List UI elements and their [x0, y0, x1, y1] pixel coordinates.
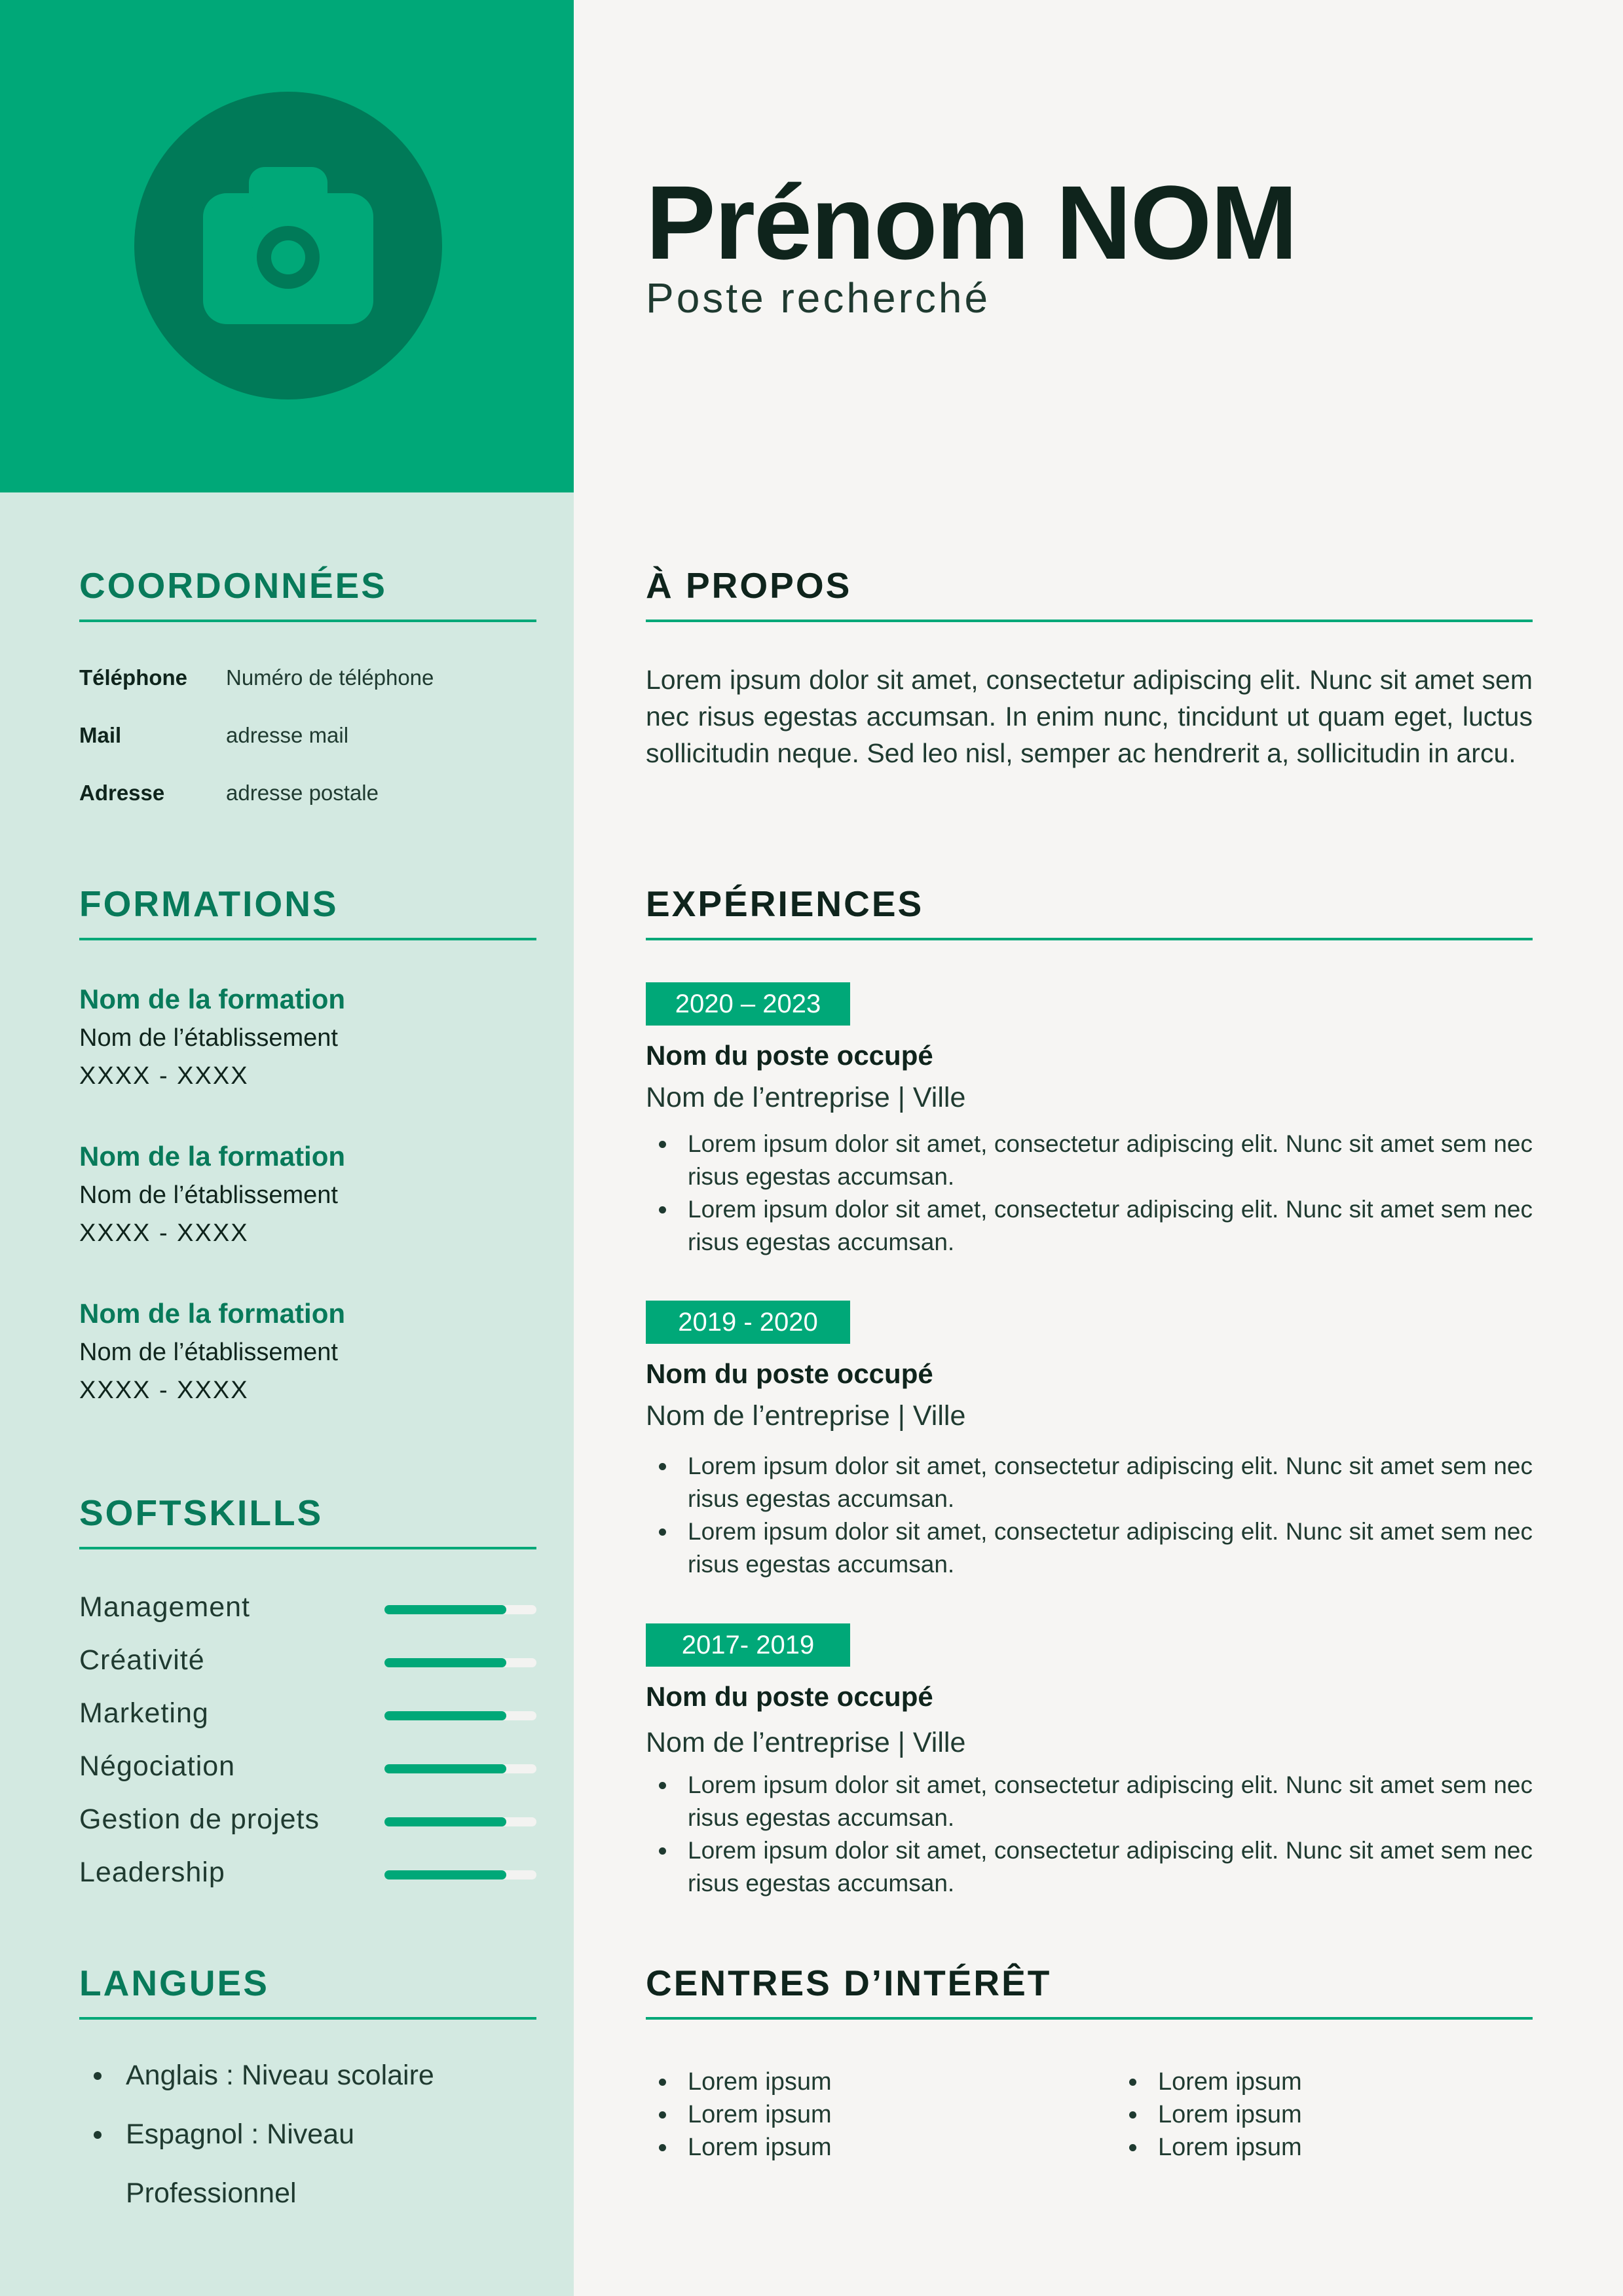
experience-bullets: [646, 1769, 1533, 1900]
interest-item: Lorem ipsum: [1116, 2098, 1509, 2131]
skill-bar-fill: [384, 1764, 506, 1773]
skill-label: Management: [79, 1591, 250, 1623]
skill-label: Marketing: [79, 1697, 209, 1729]
interests-list-right: [1116, 2065, 1509, 2164]
skill-bar: [384, 1870, 536, 1879]
skill-bar-fill: [384, 1711, 506, 1720]
experience-bullet: Lorem ipsum dolor sit amet, consectetur adipiscing elit. Nunc sit amet sem nec risus egestas accumsan.: [646, 1834, 1533, 1900]
formation-years: XXXX - XXXX: [79, 1377, 249, 1404]
skill-bar: [384, 1764, 536, 1773]
langues-section: [79, 1962, 536, 2223]
contact-section: [79, 565, 536, 819]
contact-title: COORDONNÉES: [79, 565, 387, 606]
skill-bar: [384, 1605, 536, 1614]
mail-value[interactable]: adresse mail: [226, 723, 349, 747]
skill-row: [79, 1640, 536, 1680]
sidebar: [0, 0, 574, 2296]
interest-item: Lorem ipsum: [1116, 2131, 1509, 2164]
experience-bullet: Lorem ipsum dolor sit amet, consectetur adipiscing elit. Nunc sit amet sem nec risus egestas accumsan.: [646, 1515, 1533, 1581]
address-value: adresse postale: [226, 781, 379, 805]
profile-photo-placeholder[interactable]: [134, 92, 442, 399]
experience-bullet: Lorem ipsum dolor sit amet, consectetur adipiscing elit. Nunc sit amet sem nec risus egestas accumsan.: [646, 1450, 1533, 1515]
experience-bullet: Lorem ipsum dolor sit amet, consectetur adipiscing elit. Nunc sit amet sem nec risus egestas accumsan.: [646, 1128, 1533, 1193]
langues-divider: [79, 2017, 536, 2020]
experience-company: Nom de l’entreprise | Ville: [646, 1727, 966, 1758]
skill-bar-fill: [384, 1870, 506, 1879]
skill-bar: [384, 1711, 536, 1720]
formation-item: [79, 1294, 536, 1409]
skill-bar-fill: [384, 1605, 506, 1614]
formation-school: Nom de l’établissement: [79, 1181, 338, 1209]
skill-bar-fill: [384, 1658, 506, 1667]
skill-bar: [384, 1658, 536, 1667]
experience-bullet: Lorem ipsum dolor sit amet, consectetur adipiscing elit. Nunc sit amet sem nec risus egestas accumsan.: [646, 1769, 1533, 1834]
photo-block: [0, 0, 574, 492]
interests-divider: [646, 2017, 1533, 2020]
camera-icon: [203, 167, 373, 324]
softskills-section: [79, 1492, 536, 1888]
skill-bar: [384, 1817, 536, 1826]
formation-item: [79, 1137, 536, 1252]
formation-years: XXXX - XXXX: [79, 1219, 249, 1247]
contact-row-address: [79, 777, 536, 809]
skill-label: Négociation: [79, 1750, 236, 1782]
formation-years: XXXX - XXXX: [79, 1062, 249, 1090]
interests-section: [646, 1962, 1533, 2170]
interest-item: Lorem ipsum: [1116, 2065, 1509, 2098]
experience-company: Nom de l’entreprise | Ville: [646, 1082, 966, 1113]
skill-row: [79, 1694, 536, 1733]
langue-item: Espagnol : Niveau Professionnel: [79, 2105, 536, 2223]
interests-title: CENTRES D’INTÉRÊT: [646, 1963, 1052, 2003]
phone-value[interactable]: Numéro de téléphone: [226, 665, 434, 690]
formation-item: [79, 980, 536, 1095]
experience-bullets: [646, 1128, 1533, 1259]
formation-name: Nom de la formation: [79, 1298, 346, 1329]
formations-title: FORMATIONS: [79, 883, 339, 924]
skill-label: Gestion de projets: [79, 1804, 320, 1835]
interest-item: Lorem ipsum: [646, 2131, 1039, 2164]
langue-item: Anglais : Niveau scolaire: [79, 2046, 536, 2105]
job-title: Poste recherché: [646, 274, 991, 322]
formations-section: [79, 883, 536, 1438]
contact-row-mail: [79, 719, 536, 752]
experience-role: Nom du poste occupé: [646, 1681, 933, 1712]
langues-title: LANGUES: [79, 1963, 269, 2003]
experiences-title: EXPÉRIENCES: [646, 883, 924, 924]
formation-name: Nom de la formation: [79, 984, 346, 1014]
experience-years-badge: 2019 - 2020: [646, 1301, 850, 1344]
phone-label: Téléphone: [79, 665, 188, 690]
experience-bullet: Lorem ipsum dolor sit amet, consectetur adipiscing elit. Nunc sit amet sem nec risus egestas accumsan.: [646, 1193, 1533, 1259]
skill-row: [79, 1853, 536, 1892]
skill-label: Créativité: [79, 1644, 205, 1676]
about-title: À PROPOS: [646, 565, 852, 606]
about-divider: [646, 620, 1533, 622]
experience-bullets: [646, 1450, 1533, 1581]
interest-item: Lorem ipsum: [646, 2098, 1039, 2131]
experience-role: Nom du poste occupé: [646, 1358, 933, 1389]
contact-row-phone: [79, 661, 536, 694]
about-text: Lorem ipsum dolor sit amet, consectetur adipiscing elit. Nunc sit amet sem nec risus egestas accumsan. In enim nunc, tincidunt ut quam eget, luctus sollicitudin neque. Sed leo nisl, semper ac hendrerit a, sollicitudin in arcu.: [646, 665, 1533, 768]
experience-company: Nom de l’entreprise | Ville: [646, 1400, 966, 1432]
softskills-title: SOFTSKILLS: [79, 1492, 324, 1533]
mail-label: Mail: [79, 723, 122, 747]
experiences-section: [646, 883, 1533, 1923]
skill-row: [79, 1800, 536, 1839]
formation-school: Nom de l’établissement: [79, 1339, 338, 1366]
experience-years-badge: 2017- 2019: [646, 1623, 850, 1667]
skill-row: [79, 1587, 536, 1627]
interests-list-left: [646, 2065, 1039, 2164]
interest-item: Lorem ipsum: [646, 2065, 1039, 2098]
experience-years-badge: 2020 – 2023: [646, 982, 850, 1026]
formation-name: Nom de la formation: [79, 1141, 346, 1172]
about-section: [646, 565, 1533, 771]
candidate-name: Prénom NOM: [646, 164, 1297, 281]
langues-list: [79, 2046, 536, 2223]
formation-school: Nom de l’établissement: [79, 1024, 338, 1052]
address-label: Adresse: [79, 781, 165, 805]
skill-label: Leadership: [79, 1857, 225, 1888]
experience-role: Nom du poste occupé: [646, 1040, 933, 1071]
skill-bar-fill: [384, 1817, 506, 1826]
skill-row: [79, 1747, 536, 1786]
